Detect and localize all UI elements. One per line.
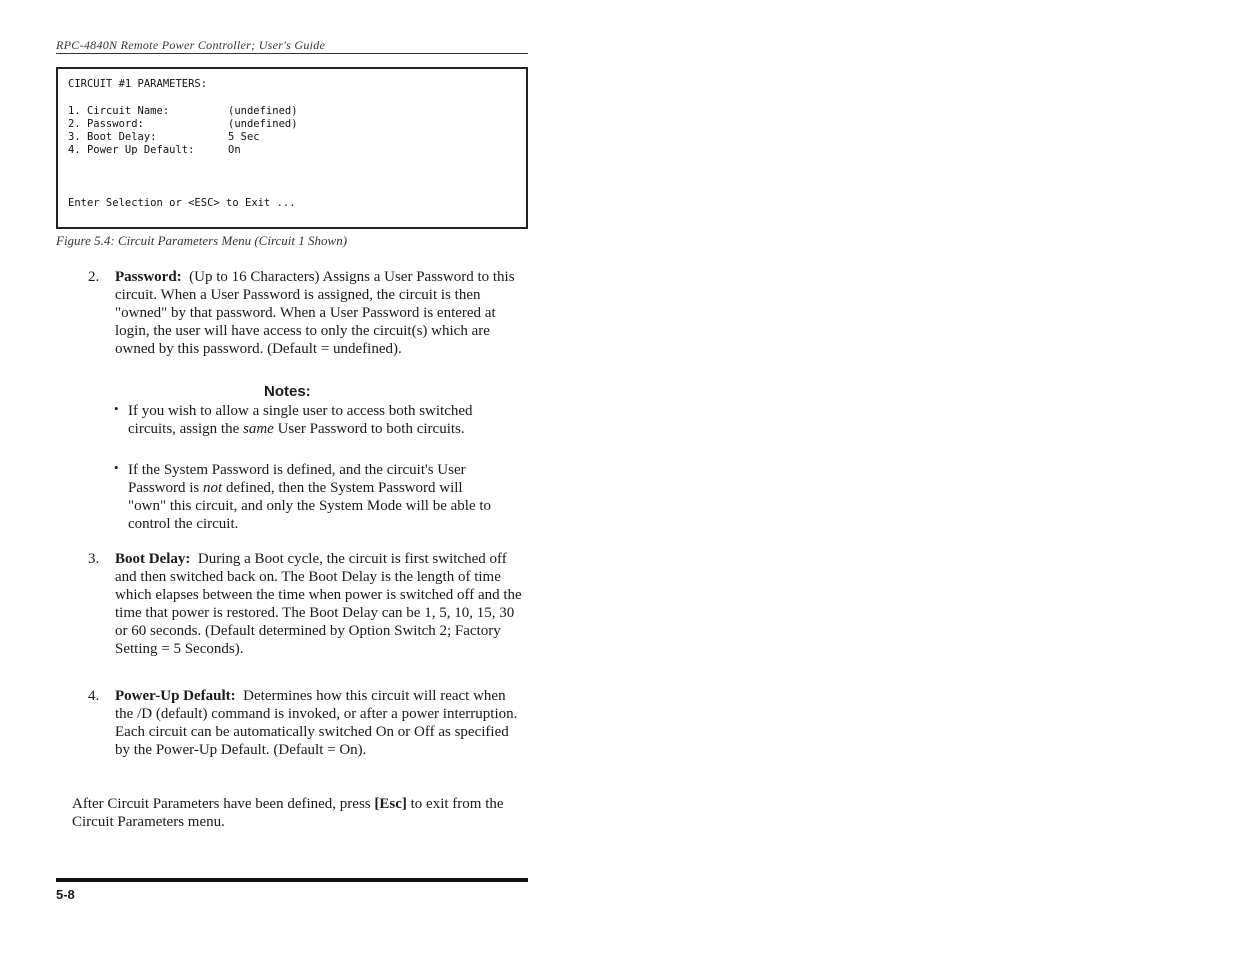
key-label: [Esc]	[374, 796, 407, 812]
item-number: 4.	[88, 688, 100, 704]
note-text: If you wish to allow a single user to access both switched circuits, assign the same User Password to both circuits.	[128, 403, 473, 437]
note-item	[114, 461, 494, 535]
terminal-row-label: 3. Boot Delay:	[68, 131, 157, 143]
list-item	[88, 687, 528, 779]
terminal-title: CIRCUIT #1 PARAMETERS:	[68, 78, 208, 90]
note-item	[114, 402, 494, 458]
list-item	[88, 268, 528, 378]
terminal-prompt: Enter Selection or <ESC> to Exit ...	[68, 197, 296, 209]
list-item	[88, 550, 528, 678]
bullet-icon: •	[114, 460, 119, 475]
terminal-screen	[56, 67, 528, 229]
terminal-row-label: 2. Password:	[68, 118, 144, 130]
item-text: During a Boot cycle, the circuit is first switched off and then switched back on. The Boot Delay is the length of time which elapses between the time when power is switched off and the time that power is restored. The Boot Delay can be 1, 5, 10, 15, 30 or 60 seconds. (Default determined by Option Switch 2; Factory Setting = 5 Seconds).	[115, 551, 522, 657]
terminal-row-value: (undefined)	[228, 105, 298, 117]
item-term: Password:	[115, 269, 182, 285]
running-header: RPC-4840N Remote Power Controller; User's Guide	[56, 38, 528, 54]
item-body	[115, 550, 527, 658]
item-text: (Up to 16 Characters) Assigns a User Password to this circuit. When a User Password is assigned, the circuit is then "owned" by that password. When a User Password is entered at login, the user will have access to only the circuit(s) which are owned by this password. (Default = undefined).	[115, 269, 515, 357]
item-number: 2.	[88, 269, 100, 285]
terminal-row-label: 1. Circuit Name:	[68, 105, 170, 117]
terminal-row-value: On	[228, 144, 241, 156]
bullet-icon: •	[114, 401, 119, 416]
footer-rule	[56, 878, 528, 882]
emphasis: not	[203, 480, 223, 496]
notes-title: Notes:	[264, 383, 311, 400]
terminal-row-label: 4. Power Up Default:	[68, 144, 195, 156]
terminal-row-value: 5 Sec	[228, 131, 260, 143]
item-text: Determines how this circuit will react when the /D (default) command is invoked, or after a power interruption. Each circuit can be automatically switched On or Off as specified by the Power-Up Default. (Default = On).	[115, 688, 518, 758]
terminal-row-value: (undefined)	[228, 118, 298, 130]
page-number: 5-8	[56, 887, 75, 902]
note-text: If the System Password is defined, and the circuit's User Password is not defined, then the System Password will "own" this circuit, and only the System Mode will be able to control the circuit.	[128, 462, 492, 532]
item-body	[115, 687, 527, 759]
item-term: Power-Up Default:	[115, 688, 236, 704]
emphasis: same	[242, 421, 274, 437]
figure-caption: Figure 5.4: Circuit Parameters Menu (Circuit 1 Shown)	[56, 233, 348, 248]
closing-paragraph: After Circuit Parameters have been defined, press [Esc] to exit from the Circuit Parameters menu.	[72, 796, 504, 830]
item-body	[115, 268, 527, 358]
item-number: 3.	[88, 551, 100, 567]
item-term: Boot Delay:	[115, 551, 191, 567]
